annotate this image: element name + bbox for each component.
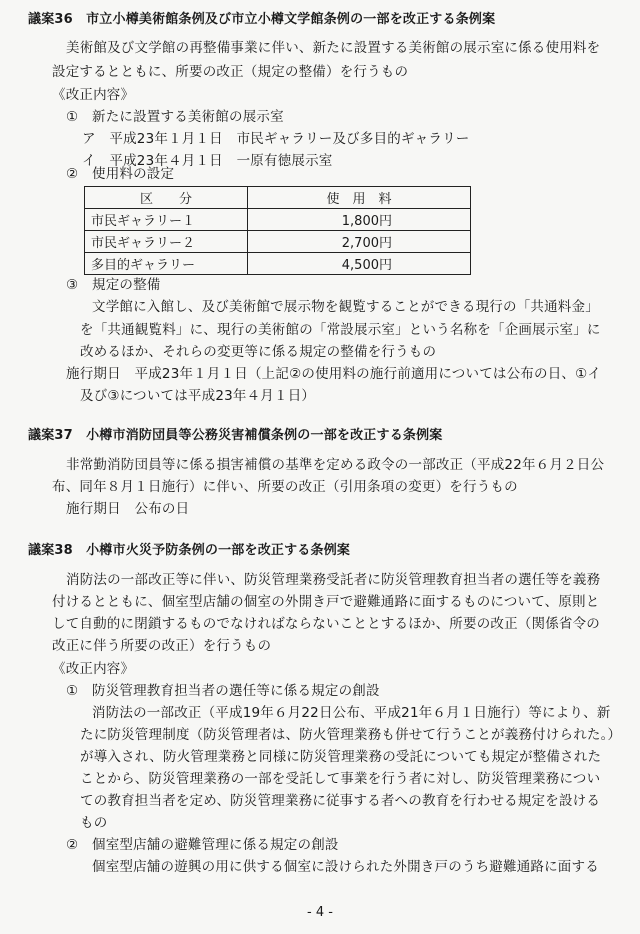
- section-38-body-line: 消防法の一部改正等に伴い、防災管理業務受託者に防災管理教育担当者の選任等を義務: [66, 572, 601, 588]
- section-36-content-heading: 《改正内容》: [52, 87, 135, 103]
- section-38-title: 議案38 小樽市火災予防条例の一部を改正する条例案: [28, 543, 351, 558]
- section-36-body-line: 美術館及び文学館の再整備事業に伴い、新たに設置する美術館の展示室に係る使用料を: [66, 40, 601, 56]
- section-38-body-line: 改正に伴う所要の改正）を行うもの: [52, 638, 272, 654]
- section-38-item-1-body-line: もの: [80, 815, 108, 831]
- section-36-item-1: ① 新たに設置する美術館の展示室: [66, 109, 284, 125]
- section-37-body-line: 非常勤消防団員等に係る損害補償の基準を定める政令の一部改正（平成22年６月２日公: [66, 457, 605, 473]
- section-36-body-line: 設定するとともに、所要の改正（規定の整備）を行うもの: [52, 64, 409, 80]
- section-38-content-heading: 《改正内容》: [52, 661, 135, 677]
- section-36-title: 議案36 市立小樽美術館条例及び市立小樽文学館条例の一部を改正する条例案: [28, 12, 496, 27]
- section-36-item-3: ③ 規定の整備: [66, 277, 161, 293]
- table-cell-fee: 4,500円: [248, 253, 471, 275]
- section-38-item-2-body-line: 個室型店舗の遊興の用に供する個室に設けられた外開き戸のうち避難通路に面する: [92, 859, 599, 875]
- table-cell-category: 市民ギャラリー１: [85, 209, 248, 231]
- section-36-item-3-body-line: 文学館に入館し、及び美術館で展示物を観覧することができる現行の「共通料金」: [92, 299, 599, 315]
- section-36-item-3-body-line: 改めるほか、それらの変更等に係る規定の整備を行うもの: [80, 344, 437, 360]
- page-number: - 4 -: [307, 905, 333, 920]
- usage-fee-table: [84, 186, 471, 275]
- section-38-item-1-body-line: 消防法の一部改正（平成19年６月22日公布、平成21年６月１日施行）等により、新: [92, 705, 611, 721]
- table-header-category: 区 分: [85, 187, 248, 209]
- table-cell-category: 市民ギャラリー２: [85, 231, 248, 253]
- table-cell-category: 多目的ギャラリー: [85, 253, 248, 275]
- section-38-item-1-body-line: たに防災管理制度（防災管理者は、防火管理業務も併せて行うことが義務付けられた。）: [80, 727, 622, 743]
- section-36-effective-date: 施行期日 平成23年１月１日（上記②の使用料の施行前適用については公布の日、①イ: [66, 366, 602, 382]
- section-38-item-1-body-line: が導入され、防火管理業務と同様に防災管理業務の受託についても規定が整備された: [80, 749, 602, 765]
- table-row: [85, 253, 471, 275]
- section-36-item-2: ② 使用料の設定: [66, 166, 175, 182]
- table-cell-fee: 1,800円: [248, 209, 471, 231]
- table-header-row: [85, 187, 471, 209]
- section-38-item-1-body-line: ことから、防災管理業務の一部を受託して事業を行う者に対し、防災管理業務につい: [80, 771, 601, 787]
- section-37-effective-date: 施行期日 公布の日: [66, 501, 190, 517]
- section-38-body-line: 付けるとともに、個室型店舗の個室の外開き戸で避難通路に面するものについて、原則と: [52, 594, 600, 610]
- table-header-fee: 使 用 料: [248, 187, 471, 209]
- table-row: [85, 231, 471, 253]
- section-37-body-line: 布、同年８月１日施行）に伴い、所要の改正（引用条項の変更）を行うもの: [52, 479, 518, 495]
- table-row: [85, 209, 471, 231]
- table-cell-fee: 2,700円: [248, 231, 471, 253]
- section-38-item-1-body-line: ての教育担当者を定め、防災管理業務に従事する者への教育を行わせる規定を設ける: [80, 793, 601, 809]
- section-36-item-1-i: イ 平成23年４月１日 一原有徳展示室: [82, 153, 333, 169]
- section-36-item-1-a: ア 平成23年１月１日 市民ギャラリー及び多目的ギャラリー: [82, 131, 470, 147]
- section-37-title: 議案37 小樽市消防団員等公務災害補償条例の一部を改正する条例案: [28, 428, 443, 443]
- section-38-item-2: ② 個室型店舗の避難管理に係る規定の創設: [66, 837, 339, 853]
- section-36-effective-date: 及び③については平成23年４月１日）: [80, 388, 316, 404]
- section-36-item-3-body-line: を「共通観覧料」に、現行の美術館の「常設展示室」という名称を「企画展示室」に: [80, 322, 601, 338]
- section-38-body-line: して自動的に閉鎖するものでなければならないこととするほか、所要の改正（関係省令の: [52, 616, 600, 632]
- section-38-item-1: ① 防災管理教育担当者の選任等に係る規定の創設: [66, 683, 380, 699]
